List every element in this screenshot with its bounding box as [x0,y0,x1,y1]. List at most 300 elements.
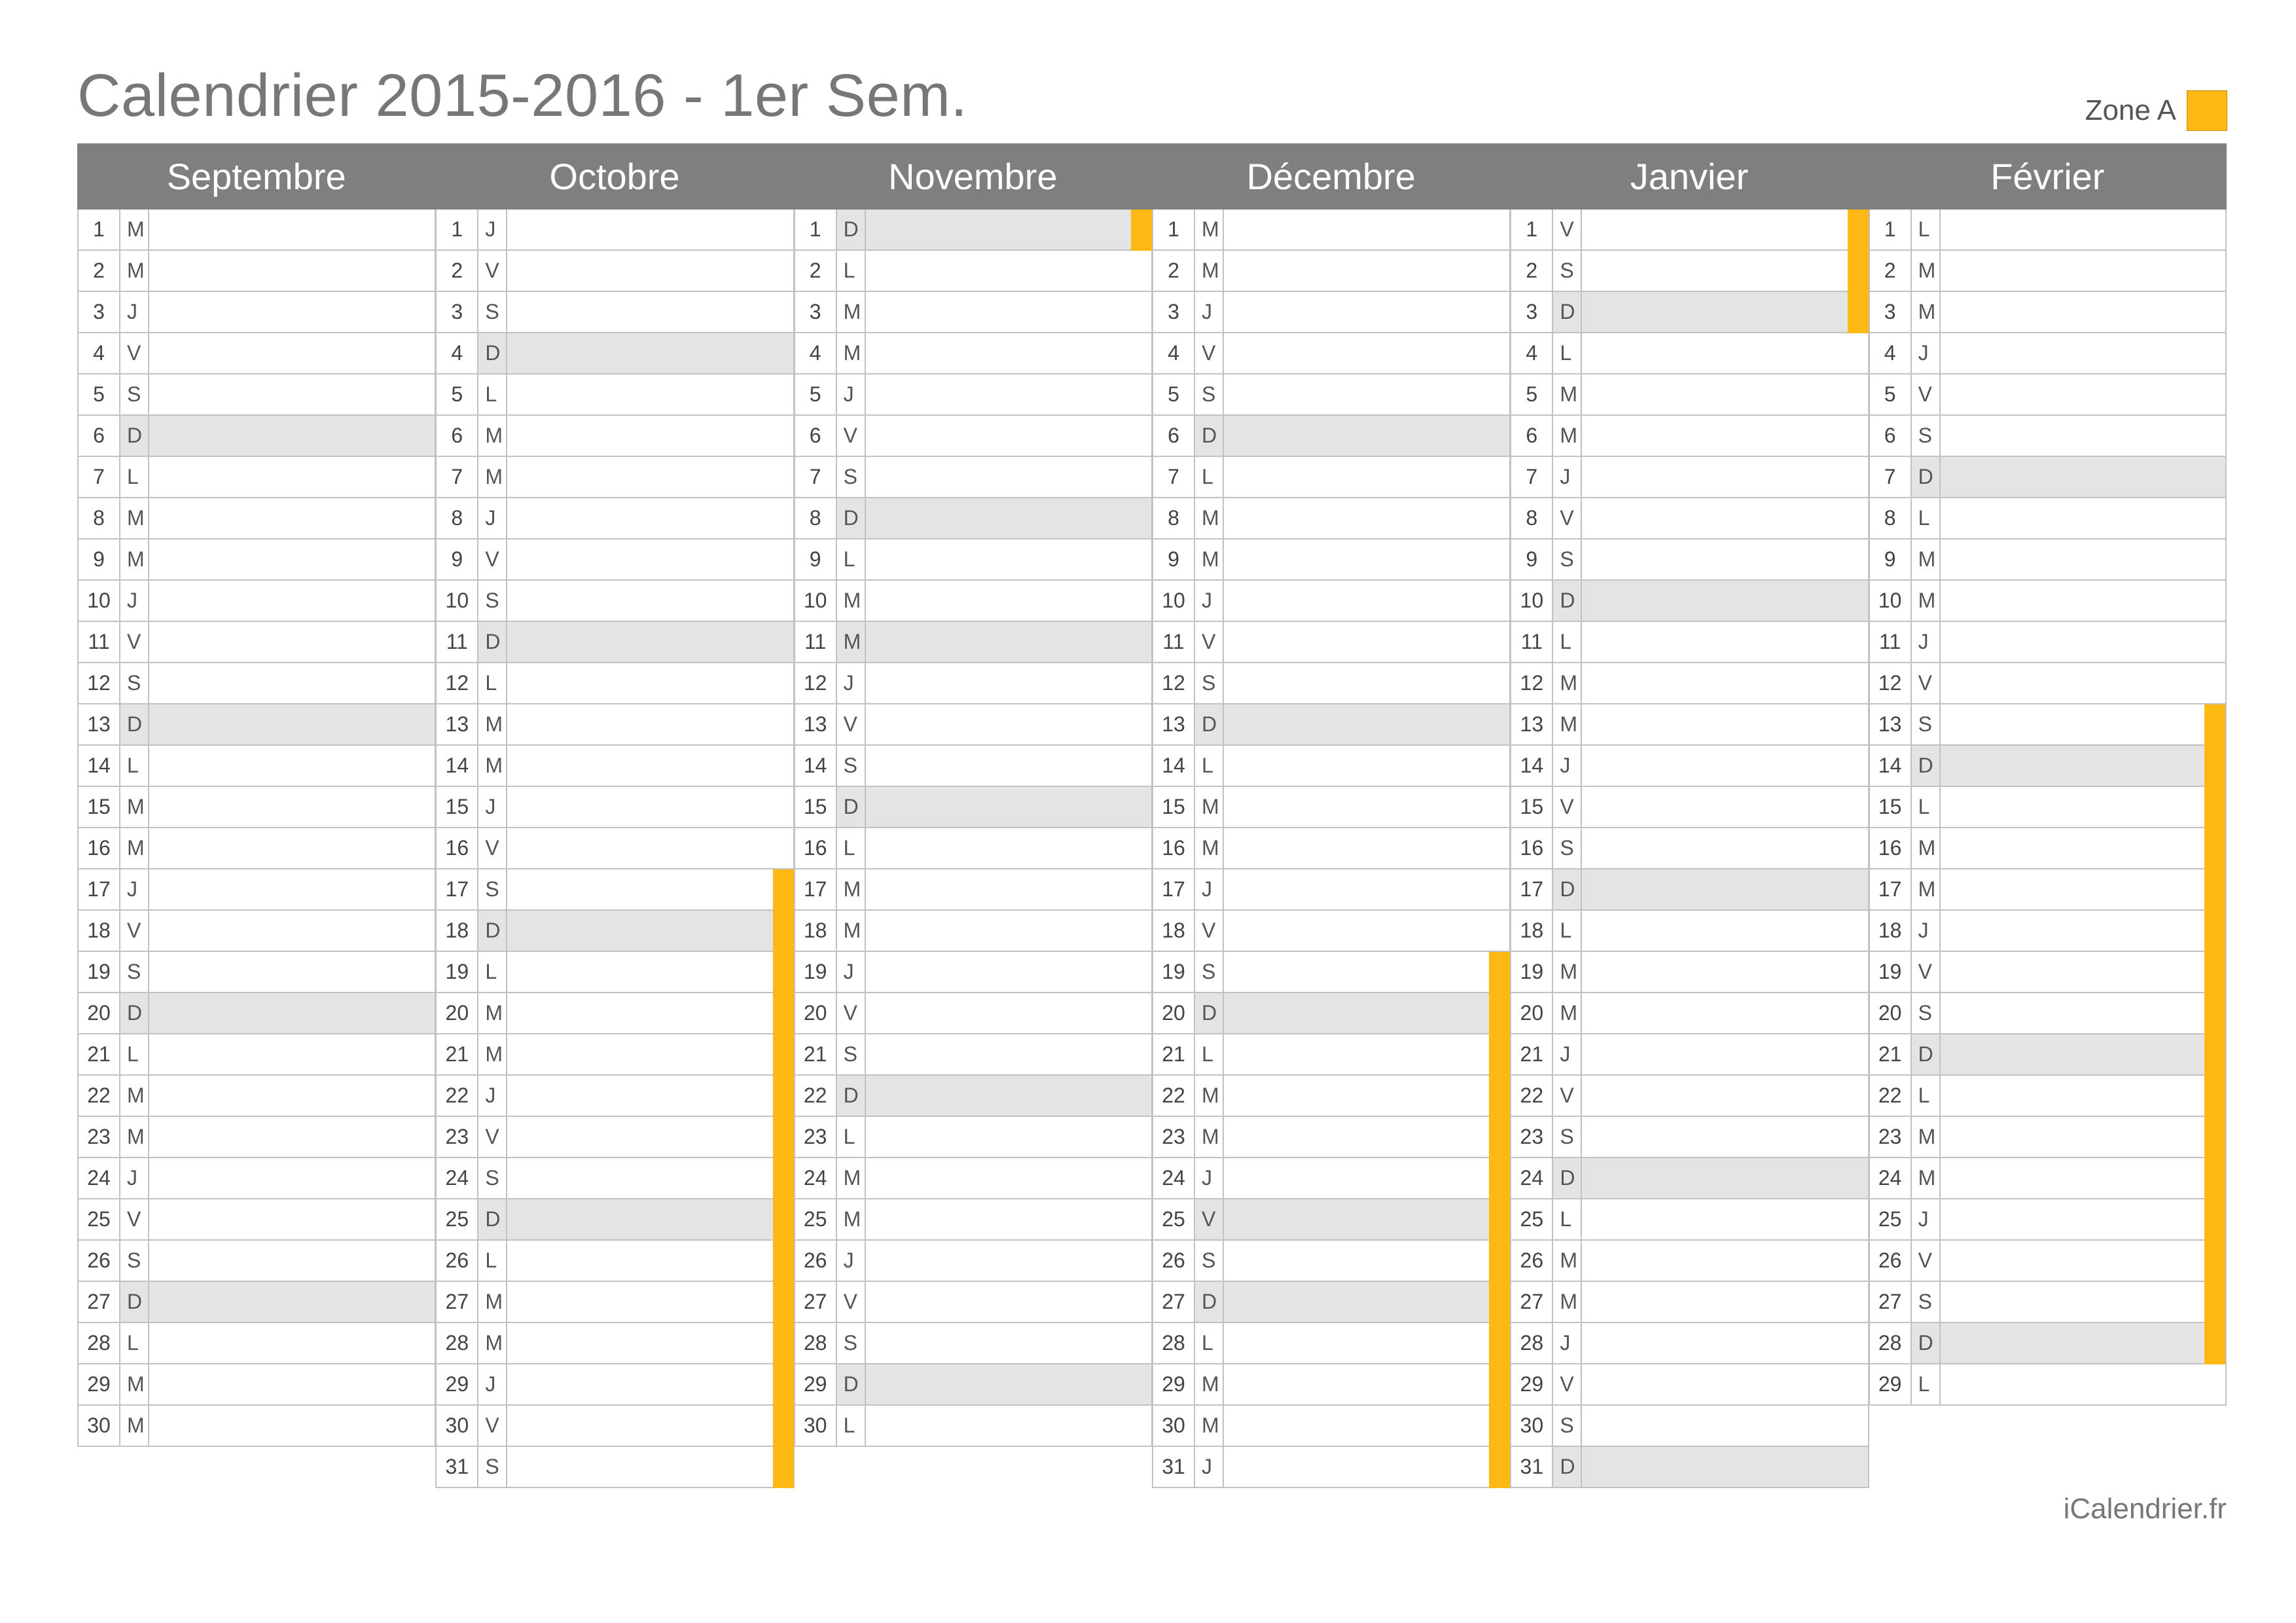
day-note-cell[interactable] [149,539,435,579]
day-row[interactable] [435,704,793,746]
day-row[interactable] [435,1117,793,1158]
day-note-cell[interactable] [866,210,1152,249]
day-note-cell[interactable] [507,1241,793,1281]
day-row[interactable] [435,1199,793,1241]
day-row[interactable] [1510,952,1868,993]
day-row[interactable] [1510,1364,1868,1406]
day-row[interactable] [1152,457,1510,498]
day-row[interactable] [794,704,1152,746]
day-row[interactable] [77,828,435,869]
day-row[interactable] [1510,1076,1868,1117]
day-row[interactable] [1510,498,1868,539]
day-row[interactable] [435,498,793,539]
day-note-cell[interactable] [1582,911,1868,951]
day-note-cell[interactable] [1941,1076,2225,1116]
day-note-cell[interactable] [1941,787,2225,827]
day-note-cell[interactable] [1941,251,2225,291]
day-row[interactable] [794,787,1152,828]
day-row[interactable] [435,787,793,828]
day-note-cell[interactable] [1582,251,1868,291]
day-note-cell[interactable] [1941,993,2225,1033]
day-note-cell[interactable] [1941,539,2225,579]
day-note-cell[interactable] [866,704,1152,744]
day-note-cell[interactable] [507,787,793,827]
day-note-cell[interactable] [866,1323,1152,1363]
day-note-cell[interactable] [149,1364,435,1404]
day-row[interactable] [1152,787,1510,828]
day-note-cell[interactable] [1582,210,1868,249]
day-note-cell[interactable] [507,374,793,414]
day-note-cell[interactable] [149,1323,435,1363]
day-note-cell[interactable] [149,1076,435,1116]
day-note-cell[interactable] [866,1282,1152,1322]
day-note-cell[interactable] [507,1406,793,1446]
day-note-cell[interactable] [507,1076,793,1116]
day-row[interactable] [794,869,1152,911]
day-row[interactable] [77,787,435,828]
day-row[interactable] [77,952,435,993]
day-row[interactable] [1510,704,1868,746]
day-note-cell[interactable] [1582,663,1868,703]
day-row[interactable] [1152,251,1510,292]
day-note-cell[interactable] [149,952,435,992]
day-note-cell[interactable] [507,704,793,744]
day-row[interactable] [794,1034,1152,1076]
day-row[interactable] [77,374,435,416]
day-row[interactable] [794,1076,1152,1117]
day-note-cell[interactable] [1224,1241,1510,1281]
day-row[interactable] [77,457,435,498]
day-row[interactable] [1510,993,1868,1034]
day-note-cell[interactable] [1582,1241,1868,1281]
day-note-cell[interactable] [1224,210,1510,249]
day-note-cell[interactable] [1582,1364,1868,1404]
day-row[interactable] [794,581,1152,622]
day-note-cell[interactable] [1582,581,1868,621]
day-row[interactable] [77,1158,435,1199]
day-row[interactable] [1869,210,2227,251]
day-note-cell[interactable] [507,1447,793,1487]
day-note-cell[interactable] [1582,828,1868,868]
day-note-cell[interactable] [507,828,793,868]
day-note-cell[interactable] [149,1241,435,1281]
day-row[interactable] [1869,1034,2227,1076]
day-row[interactable] [435,663,793,704]
day-note-cell[interactable] [1941,1282,2225,1322]
day-note-cell[interactable] [507,1199,793,1239]
day-row[interactable] [77,581,435,622]
day-note-cell[interactable] [1582,416,1868,456]
day-note-cell[interactable] [507,1282,793,1322]
day-note-cell[interactable] [507,663,793,703]
day-note-cell[interactable] [149,1199,435,1239]
day-row[interactable] [1152,1282,1510,1323]
day-note-cell[interactable] [507,333,793,373]
day-note-cell[interactable] [1224,1034,1510,1074]
day-note-cell[interactable] [1941,1241,2225,1281]
day-row[interactable] [1152,1076,1510,1117]
day-row[interactable] [794,952,1152,993]
day-row[interactable] [1152,911,1510,952]
day-note-cell[interactable] [1224,746,1510,786]
day-note-cell[interactable] [1582,292,1868,332]
day-row[interactable] [1869,787,2227,828]
day-note-cell[interactable] [507,993,793,1033]
day-note-cell[interactable] [866,911,1152,951]
day-row[interactable] [1152,1406,1510,1447]
day-row[interactable] [794,539,1152,581]
day-row[interactable] [1152,746,1510,787]
day-note-cell[interactable] [1224,333,1510,373]
day-note-cell[interactable] [149,292,435,332]
day-row[interactable] [1869,498,2227,539]
day-row[interactable] [435,1323,793,1364]
day-row[interactable] [1152,333,1510,374]
day-row[interactable] [1869,457,2227,498]
day-note-cell[interactable] [1582,1076,1868,1116]
day-note-cell[interactable] [866,581,1152,621]
day-note-cell[interactable] [866,1199,1152,1239]
day-note-cell[interactable] [1941,869,2225,909]
day-row[interactable] [1869,828,2227,869]
day-note-cell[interactable] [149,1117,435,1157]
day-row[interactable] [1152,828,1510,869]
day-row[interactable] [1510,1323,1868,1364]
day-row[interactable] [435,1158,793,1199]
day-row[interactable] [435,416,793,457]
day-row[interactable] [77,663,435,704]
day-row[interactable] [794,416,1152,457]
day-row[interactable] [794,622,1152,663]
day-note-cell[interactable] [1582,1323,1868,1363]
day-note-cell[interactable] [1941,581,2225,621]
day-note-cell[interactable] [507,1323,793,1363]
day-note-cell[interactable] [149,746,435,786]
day-note-cell[interactable] [1224,1364,1510,1404]
day-note-cell[interactable] [507,1117,793,1157]
day-row[interactable] [77,498,435,539]
day-note-cell[interactable] [1224,952,1510,992]
day-note-cell[interactable] [1224,704,1510,744]
day-row[interactable] [794,251,1152,292]
day-note-cell[interactable] [507,210,793,249]
day-note-cell[interactable] [1941,457,2225,497]
day-note-cell[interactable] [507,539,793,579]
day-note-cell[interactable] [1224,1406,1510,1446]
day-row[interactable] [1510,663,1868,704]
day-row[interactable] [77,539,435,581]
day-note-cell[interactable] [1941,333,2225,373]
day-row[interactable] [435,952,793,993]
day-row[interactable] [77,911,435,952]
day-row[interactable] [435,869,793,911]
day-note-cell[interactable] [1224,416,1510,456]
day-note-cell[interactable] [1941,374,2225,414]
day-note-cell[interactable] [149,457,435,497]
day-note-cell[interactable] [1582,746,1868,786]
day-row[interactable] [794,1323,1152,1364]
day-row[interactable] [1869,993,2227,1034]
day-note-cell[interactable] [1582,869,1868,909]
day-row[interactable] [77,1241,435,1282]
day-note-cell[interactable] [1582,498,1868,538]
day-note-cell[interactable] [866,828,1152,868]
day-row[interactable] [794,828,1152,869]
day-note-cell[interactable] [1582,993,1868,1033]
day-note-cell[interactable] [507,911,793,951]
day-note-cell[interactable] [1941,828,2225,868]
day-row[interactable] [1152,539,1510,581]
day-note-cell[interactable] [149,704,435,744]
day-note-cell[interactable] [1582,1199,1868,1239]
day-row[interactable] [1869,374,2227,416]
day-row[interactable] [1510,292,1868,333]
day-note-cell[interactable] [1582,1117,1868,1157]
day-row[interactable] [1510,787,1868,828]
day-row[interactable] [435,374,793,416]
day-note-cell[interactable] [507,869,793,909]
day-note-cell[interactable] [866,457,1152,497]
day-note-cell[interactable] [1224,787,1510,827]
day-row[interactable] [1869,952,2227,993]
day-note-cell[interactable] [149,581,435,621]
day-note-cell[interactable] [1224,1447,1510,1487]
day-row[interactable] [77,1076,435,1117]
day-row[interactable] [77,1199,435,1241]
day-note-cell[interactable] [149,333,435,373]
day-note-cell[interactable] [866,374,1152,414]
day-row[interactable] [1869,1158,2227,1199]
day-row[interactable] [435,333,793,374]
day-row[interactable] [77,210,435,251]
day-note-cell[interactable] [1224,1076,1510,1116]
day-note-cell[interactable] [1941,210,2225,249]
day-row[interactable] [77,1117,435,1158]
day-note-cell[interactable] [1582,539,1868,579]
day-note-cell[interactable] [866,333,1152,373]
day-row[interactable] [1510,1117,1868,1158]
day-note-cell[interactable] [149,416,435,456]
day-note-cell[interactable] [1941,622,2225,662]
day-row[interactable] [1510,869,1868,911]
day-note-cell[interactable] [507,251,793,291]
day-row[interactable] [794,1364,1152,1406]
day-row[interactable] [1869,333,2227,374]
day-note-cell[interactable] [149,1282,435,1322]
day-row[interactable] [1510,746,1868,787]
day-note-cell[interactable] [1582,787,1868,827]
day-row[interactable] [1510,416,1868,457]
day-note-cell[interactable] [866,622,1152,662]
day-note-cell[interactable] [866,251,1152,291]
day-note-cell[interactable] [1224,1117,1510,1157]
day-note-cell[interactable] [149,911,435,951]
day-row[interactable] [1152,581,1510,622]
day-note-cell[interactable] [1582,374,1868,414]
day-row[interactable] [77,746,435,787]
day-row[interactable] [794,498,1152,539]
day-note-cell[interactable] [507,622,793,662]
day-row[interactable] [1152,416,1510,457]
day-row[interactable] [77,704,435,746]
day-note-cell[interactable] [1224,1199,1510,1239]
day-note-cell[interactable] [866,1117,1152,1157]
day-note-cell[interactable] [1224,539,1510,579]
day-row[interactable] [794,292,1152,333]
day-note-cell[interactable] [149,251,435,291]
day-note-cell[interactable] [507,416,793,456]
day-note-cell[interactable] [1582,952,1868,992]
day-note-cell[interactable] [507,498,793,538]
day-note-cell[interactable] [149,787,435,827]
day-row[interactable] [1152,663,1510,704]
day-row[interactable] [1869,1282,2227,1323]
day-row[interactable] [1869,746,2227,787]
day-row[interactable] [794,746,1152,787]
day-note-cell[interactable] [149,210,435,249]
day-row[interactable] [77,869,435,911]
day-row[interactable] [1152,1034,1510,1076]
day-note-cell[interactable] [1582,1282,1868,1322]
day-row[interactable] [435,210,793,251]
day-row[interactable] [77,1282,435,1323]
day-note-cell[interactable] [1224,1323,1510,1363]
day-row[interactable] [1510,251,1868,292]
day-note-cell[interactable] [1582,622,1868,662]
day-row[interactable] [1510,1241,1868,1282]
day-row[interactable] [1510,1199,1868,1241]
day-note-cell[interactable] [866,787,1152,827]
day-note-cell[interactable] [866,1241,1152,1281]
day-row[interactable] [435,1076,793,1117]
day-note-cell[interactable] [866,416,1152,456]
day-row[interactable] [1510,1282,1868,1323]
day-row[interactable] [1869,581,2227,622]
day-row[interactable] [77,292,435,333]
day-row[interactable] [1869,704,2227,746]
day-note-cell[interactable] [866,746,1152,786]
day-row[interactable] [435,1364,793,1406]
day-row[interactable] [1152,1364,1510,1406]
day-note-cell[interactable] [866,1158,1152,1198]
day-row[interactable] [1510,622,1868,663]
day-note-cell[interactable] [1941,292,2225,332]
day-note-cell[interactable] [507,1034,793,1074]
day-row[interactable] [794,1158,1152,1199]
day-row[interactable] [1510,828,1868,869]
day-row[interactable] [1152,952,1510,993]
day-row[interactable] [1869,1323,2227,1364]
day-note-cell[interactable] [1941,1117,2225,1157]
day-row[interactable] [1152,704,1510,746]
day-note-cell[interactable] [1941,1323,2225,1363]
day-note-cell[interactable] [149,1034,435,1074]
day-row[interactable] [1510,539,1868,581]
day-row[interactable] [794,374,1152,416]
day-row[interactable] [435,1406,793,1447]
day-row[interactable] [435,828,793,869]
day-note-cell[interactable] [1941,952,2225,992]
day-row[interactable] [1510,1158,1868,1199]
day-row[interactable] [435,1447,793,1488]
day-row[interactable] [794,993,1152,1034]
day-row[interactable] [794,1117,1152,1158]
day-row[interactable] [1152,1241,1510,1282]
day-note-cell[interactable] [507,1158,793,1198]
day-note-cell[interactable] [866,1076,1152,1116]
day-note-cell[interactable] [1224,911,1510,951]
day-note-cell[interactable] [1224,374,1510,414]
day-row[interactable] [435,251,793,292]
day-note-cell[interactable] [866,663,1152,703]
day-row[interactable] [1152,1323,1510,1364]
day-row[interactable] [794,1241,1152,1282]
day-row[interactable] [794,1406,1152,1447]
day-row[interactable] [77,1323,435,1364]
day-row[interactable] [1152,993,1510,1034]
day-note-cell[interactable] [507,292,793,332]
day-row[interactable] [435,993,793,1034]
day-row[interactable] [1152,1158,1510,1199]
day-row[interactable] [1869,869,2227,911]
day-row[interactable] [794,663,1152,704]
day-note-cell[interactable] [1224,498,1510,538]
day-note-cell[interactable] [1941,416,2225,456]
day-row[interactable] [77,993,435,1034]
day-row[interactable] [794,210,1152,251]
day-note-cell[interactable] [1941,746,2225,786]
day-row[interactable] [1869,292,2227,333]
day-row[interactable] [1510,581,1868,622]
day-row[interactable] [77,1406,435,1447]
day-note-cell[interactable] [149,1406,435,1446]
day-row[interactable] [1510,374,1868,416]
day-row[interactable] [435,539,793,581]
day-note-cell[interactable] [1941,1034,2225,1074]
day-note-cell[interactable] [866,993,1152,1033]
day-row[interactable] [435,746,793,787]
day-note-cell[interactable] [507,581,793,621]
day-note-cell[interactable] [1582,1158,1868,1198]
day-row[interactable] [1510,457,1868,498]
day-note-cell[interactable] [1224,663,1510,703]
day-row[interactable] [435,581,793,622]
day-row[interactable] [77,622,435,663]
day-note-cell[interactable] [866,292,1152,332]
day-note-cell[interactable] [1224,993,1510,1033]
day-row[interactable] [435,1282,793,1323]
day-note-cell[interactable] [866,1364,1152,1404]
day-note-cell[interactable] [1224,457,1510,497]
day-row[interactable] [435,292,793,333]
day-note-cell[interactable] [866,869,1152,909]
day-note-cell[interactable] [1224,581,1510,621]
day-row[interactable] [794,911,1152,952]
day-row[interactable] [77,1364,435,1406]
day-note-cell[interactable] [507,746,793,786]
day-row[interactable] [1510,1447,1868,1488]
day-row[interactable] [1152,498,1510,539]
day-note-cell[interactable] [149,663,435,703]
day-note-cell[interactable] [866,539,1152,579]
day-row[interactable] [1510,911,1868,952]
day-note-cell[interactable] [1582,333,1868,373]
day-row[interactable] [1152,622,1510,663]
day-row[interactable] [1152,869,1510,911]
day-note-cell[interactable] [149,828,435,868]
day-note-cell[interactable] [507,1364,793,1404]
day-note-cell[interactable] [866,1034,1152,1074]
